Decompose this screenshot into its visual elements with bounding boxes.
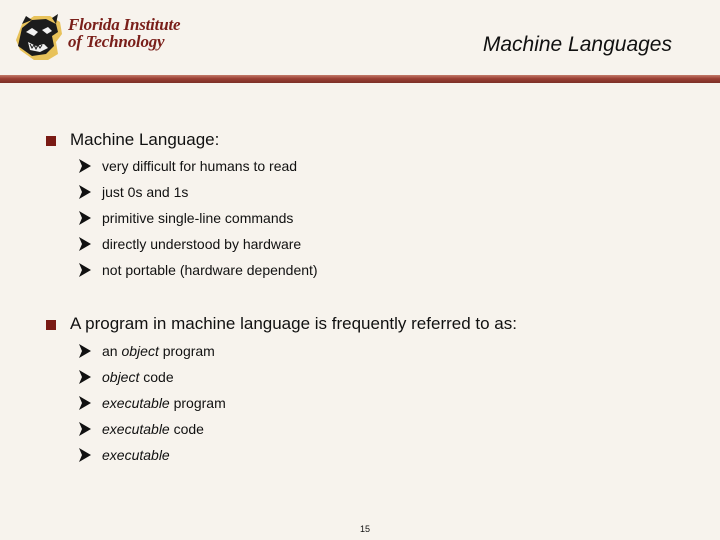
logo-line1: Florida Institute <box>68 15 181 34</box>
logo-wordmark <box>68 16 188 50</box>
arrowhead-bullet-icon <box>78 209 92 227</box>
item-emphasis: object <box>102 369 140 385</box>
arrowhead-bullet-icon <box>78 261 92 279</box>
item-text-tail: program <box>169 395 226 411</box>
section-heading: A program in machine language is frequently referred to as: <box>70 314 517 333</box>
section-heading: Machine Language: <box>70 130 220 149</box>
page-number: 15 <box>360 524 371 534</box>
panther-emblem-icon <box>12 10 70 64</box>
item-text-tail: code <box>169 421 204 437</box>
logo-line2: of Technology <box>68 32 165 51</box>
item-text: primitive single-line commands <box>102 210 294 226</box>
arrowhead-bullet-icon <box>78 342 92 360</box>
arrowhead-bullet-icon <box>78 368 92 386</box>
item-text: just 0s and 1s <box>102 184 189 200</box>
slide-title: Machine Languages <box>482 33 672 56</box>
item-text: very difficult for humans to read <box>102 158 298 174</box>
item-text: an <box>102 343 122 359</box>
item-emphasis: executable <box>102 447 170 463</box>
arrowhead-bullet-icon <box>78 420 92 438</box>
square-bullet-icon <box>46 136 56 146</box>
item-emphasis: executable <box>102 421 170 437</box>
item-emphasis: executable <box>102 395 170 411</box>
arrowhead-bullet-icon <box>78 446 92 464</box>
item-emphasis: object <box>121 343 159 359</box>
item-text-tail: program <box>158 343 215 359</box>
square-bullet-icon <box>46 320 56 330</box>
title-divider-bar <box>0 75 720 83</box>
item-text-tail: code <box>139 369 174 385</box>
arrowhead-bullet-icon <box>78 183 92 201</box>
fit-logo <box>12 10 182 64</box>
arrowhead-bullet-icon <box>78 157 92 175</box>
item-text: directly understood by hardware <box>102 236 302 252</box>
arrowhead-bullet-icon <box>78 235 92 253</box>
arrowhead-bullet-icon <box>78 394 92 412</box>
item-text: not portable (hardware dependent) <box>102 262 318 278</box>
